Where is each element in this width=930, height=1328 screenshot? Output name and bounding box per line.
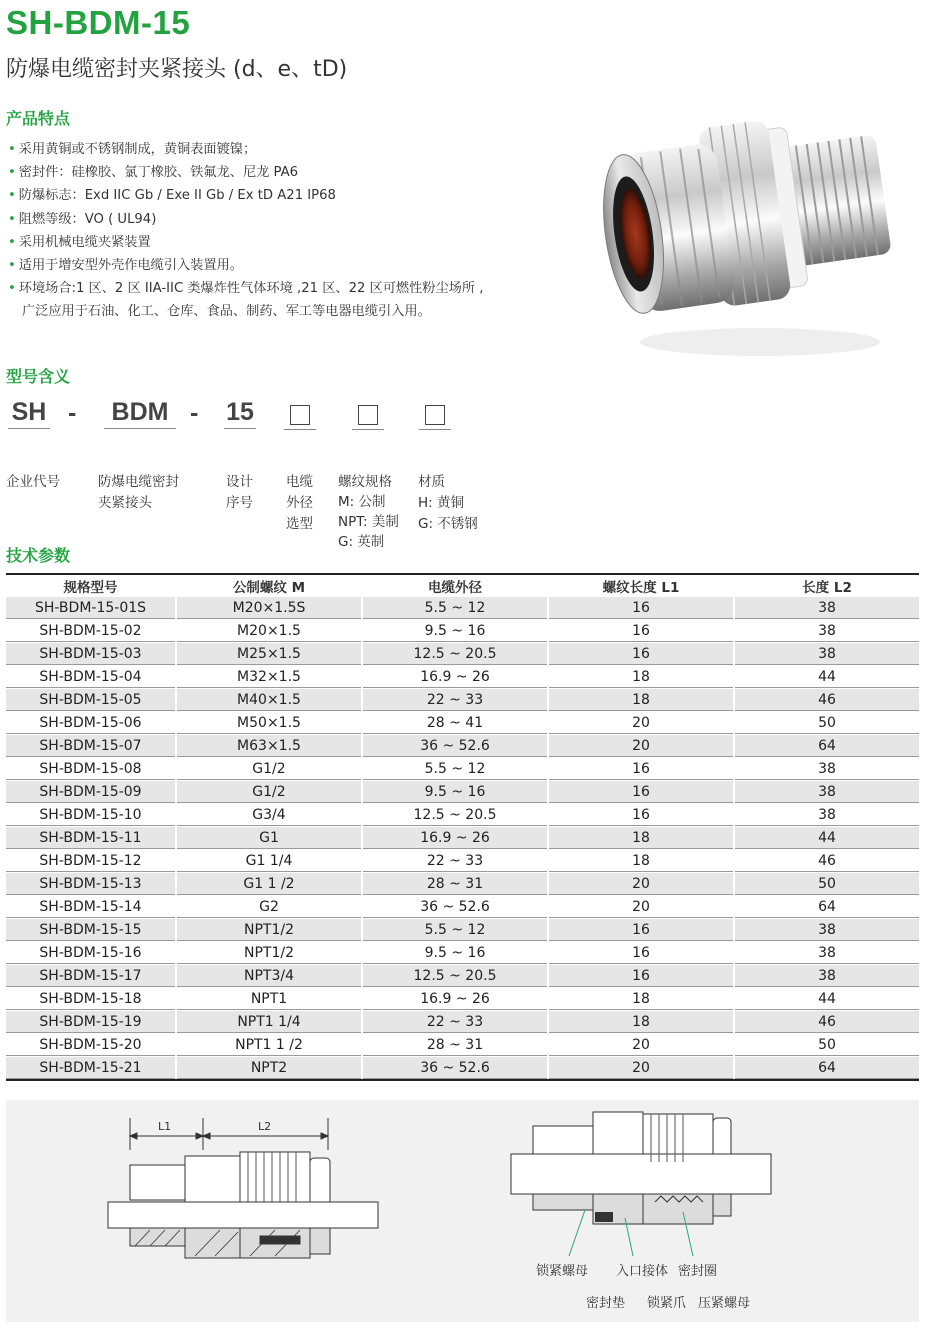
table-row	[6, 781, 919, 804]
cell-cable-od: 9.5 ~ 16	[362, 620, 548, 643]
cell-l2: 44	[734, 988, 919, 1011]
bullet-icon: •	[8, 165, 16, 181]
feature-item: • 采用黄铜或不锈钢制成，黄铜表面镀镍；	[8, 142, 257, 157]
tech-heading: 技术参数	[6, 546, 71, 565]
cell-model: SH-BDM-15-15	[6, 919, 176, 942]
table-row	[6, 850, 919, 873]
code-underline	[284, 428, 316, 430]
cell-l2: 46	[734, 850, 919, 873]
cell-l1: 16	[548, 643, 734, 666]
cell-cable-od: 9.5 ~ 16	[362, 781, 548, 804]
table-row	[6, 735, 919, 758]
table-row	[6, 827, 919, 850]
cell-thread: G1 1 /2	[176, 873, 362, 896]
bullet-icon: •	[8, 142, 16, 157]
cell-model: SH-BDM-15-03	[6, 643, 176, 666]
feature-item: • 采用机械电缆夹紧装置	[8, 234, 151, 250]
bullet-icon: •	[8, 234, 16, 250]
dim-label-l2: L2	[258, 1120, 272, 1133]
col-header-model: 规格型号	[6, 574, 176, 597]
bullet-icon: •	[8, 188, 16, 204]
cell-l2: 44	[734, 827, 919, 850]
cell-model: SH-BDM-15-07	[6, 735, 176, 758]
cell-cable-od: 28 ~ 31	[362, 873, 548, 896]
cell-thread: NPT1/2	[176, 942, 362, 965]
feature-item: • 环境场合:1 区、2 区 IIA-IIC 类爆炸性气体环境 ,21 区、22 区可燃性粉尘场所 , 广泛应用于石油、化工、仓库、食品、制药、军工等电器电缆引入用。	[8, 277, 568, 323]
cell-model: SH-BDM-15-21	[6, 1057, 176, 1081]
code-part-sh: SH	[8, 398, 50, 429]
table-row	[6, 942, 919, 965]
cell-cable-od: 16.9 ~ 26	[362, 666, 548, 689]
cell-l1: 20	[548, 1057, 734, 1081]
spec-table	[6, 573, 919, 1081]
table-row	[6, 643, 919, 666]
product-subtitle: 防爆电缆密封夹紧接头 (d、e、tD)	[6, 57, 348, 82]
cell-l1: 16	[548, 965, 734, 988]
cell-model: SH-BDM-15-02	[6, 620, 176, 643]
table-row	[6, 873, 919, 896]
cell-model: SH-BDM-15-09	[6, 781, 176, 804]
cell-model: SH-BDM-15-18	[6, 988, 176, 1011]
cell-model: SH-BDM-15-05	[6, 689, 176, 712]
dimension-drawing	[100, 1110, 390, 1290]
cell-thread: M32×1.5	[176, 666, 362, 689]
cell-l2: 64	[734, 735, 919, 758]
cell-l1: 20	[548, 873, 734, 896]
cell-thread: M50×1.5	[176, 712, 362, 735]
cell-thread: G1/2	[176, 781, 362, 804]
cell-l2: 38	[734, 919, 919, 942]
cell-thread: M25×1.5	[176, 643, 362, 666]
cell-l1: 18	[548, 827, 734, 850]
feature-item: • 密封件：硅橡胶、氯丁橡胶、铁氟龙、尼龙 PA6	[8, 165, 299, 181]
cell-l1: 16	[548, 919, 734, 942]
cell-l1: 16	[548, 804, 734, 827]
cell-cable-od: 36 ~ 52.6	[362, 896, 548, 919]
features-list	[8, 138, 568, 324]
cell-l1: 18	[548, 850, 734, 873]
callout-seal-ring: 密封圈	[678, 1264, 718, 1279]
callout-lock-nut: 锁紧螺母	[536, 1264, 589, 1279]
cell-model: SH-BDM-15-20	[6, 1034, 176, 1057]
cell-l1: 16	[548, 597, 734, 620]
table-row	[6, 919, 919, 942]
cell-l1: 16	[548, 942, 734, 965]
callout-claw: 锁紧爪	[647, 1296, 687, 1311]
callout-gasket: 密封垫	[586, 1296, 626, 1311]
table-row	[6, 804, 919, 827]
table-header-row	[6, 574, 919, 597]
cell-thread: NPT1	[176, 988, 362, 1011]
table-row	[6, 965, 919, 988]
code-dash: -	[68, 399, 77, 427]
cell-model: SH-BDM-15-11	[6, 827, 176, 850]
cell-model: SH-BDM-15-06	[6, 712, 176, 735]
cell-l1: 16	[548, 758, 734, 781]
cell-cable-od: 5.5 ~ 12	[362, 919, 548, 942]
feature-item: • 阻燃等级：VO ( UL94)	[8, 211, 157, 227]
col-header-cable-od: 电缆外径	[362, 574, 548, 597]
code-desc-enterprise: 企业代号	[6, 474, 60, 490]
cell-model: SH-BDM-15-14	[6, 896, 176, 919]
cell-model: SH-BDM-15-19	[6, 1011, 176, 1034]
cell-l2: 46	[734, 1011, 919, 1034]
cell-thread: M20×1.5	[176, 620, 362, 643]
code-box-thread	[358, 405, 378, 425]
cell-l2: 64	[734, 896, 919, 919]
table-row	[6, 758, 919, 781]
cell-thread: NPT1 1 /2	[176, 1034, 362, 1057]
bullet-icon: •	[8, 258, 16, 274]
cell-l2: 38	[734, 597, 919, 620]
cell-l1: 16	[548, 620, 734, 643]
cell-thread: G1/2	[176, 758, 362, 781]
cell-l1: 20	[548, 712, 734, 735]
table-row	[6, 988, 919, 1011]
cell-thread: G1	[176, 827, 362, 850]
cell-cable-od: 5.5 ~ 12	[362, 597, 548, 620]
dim-label-l1: L1	[158, 1120, 172, 1133]
callout-press-nut: 压紧螺母	[698, 1296, 751, 1311]
cell-thread: G2	[176, 896, 362, 919]
cell-thread: M63×1.5	[176, 735, 362, 758]
cell-model: SH-BDM-15-13	[6, 873, 176, 896]
cell-l2: 38	[734, 942, 919, 965]
table-row	[6, 896, 919, 919]
cell-l2: 50	[734, 712, 919, 735]
table-row	[6, 1011, 919, 1034]
cell-thread: G3/4	[176, 804, 362, 827]
code-desc-design: 设计 序号	[226, 474, 253, 511]
cell-l2: 50	[734, 873, 919, 896]
table-row	[6, 1057, 919, 1081]
bullet-icon: •	[8, 281, 16, 297]
col-header-thread: 公制螺纹 M	[176, 574, 362, 597]
spec-table-body	[6, 597, 919, 1080]
code-desc-material: 材质 H: 黄铜 G: 不锈钢	[418, 474, 478, 532]
cell-cable-od: 12.5 ~ 20.5	[362, 804, 548, 827]
cell-l2: 38	[734, 804, 919, 827]
code-desc-cable: 电缆 外径 选型	[286, 474, 313, 532]
cell-model: SH-BDM-15-08	[6, 758, 176, 781]
cell-thread: M40×1.5	[176, 689, 362, 712]
cell-l1: 20	[548, 735, 734, 758]
code-underline	[352, 428, 384, 430]
cell-l2: 50	[734, 1034, 919, 1057]
table-row	[6, 620, 919, 643]
features-heading: 产品特点	[6, 109, 71, 128]
table-row	[6, 689, 919, 712]
cell-model: SH-BDM-15-01S	[6, 597, 176, 620]
col-header-l2: 长度 L2	[734, 574, 919, 597]
section-drawing	[505, 1108, 775, 1268]
cell-cable-od: 22 ~ 33	[362, 689, 548, 712]
code-desc-thread: 螺纹规格 M: 公制 NPT: 美制 G: 英制	[338, 474, 399, 550]
cell-l2: 38	[734, 758, 919, 781]
cell-cable-od: 28 ~ 31	[362, 1034, 548, 1057]
code-box-cable	[290, 405, 310, 425]
cell-model: SH-BDM-15-16	[6, 942, 176, 965]
cell-l2: 38	[734, 620, 919, 643]
feature-item: • 防爆标志：Exd IIC Gb / Exe II Gb / Ex tD A21 IP68	[8, 188, 336, 204]
cell-l1: 20	[548, 896, 734, 919]
code-desc-product: 防爆电缆密封 夹紧接头	[98, 474, 179, 511]
bullet-icon: •	[8, 211, 16, 227]
cell-cable-od: 36 ~ 52.6	[362, 1057, 548, 1081]
cell-cable-od: 16.9 ~ 26	[362, 988, 548, 1011]
cell-cable-od: 28 ~ 41	[362, 712, 548, 735]
cell-l1: 18	[548, 666, 734, 689]
cell-cable-od: 9.5 ~ 16	[362, 942, 548, 965]
product-photo	[590, 92, 920, 372]
cell-model: SH-BDM-15-10	[6, 804, 176, 827]
callout-entry-body: 入口接体	[616, 1264, 669, 1279]
cell-thread: NPT1/2	[176, 919, 362, 942]
cell-cable-od: 12.5 ~ 20.5	[362, 643, 548, 666]
cell-cable-od: 36 ~ 52.6	[362, 735, 548, 758]
table-row	[6, 597, 919, 620]
cell-thread: NPT1 1/4	[176, 1011, 362, 1034]
cell-thread: M20×1.5S	[176, 597, 362, 620]
col-header-l1: 螺纹长度 L1	[548, 574, 734, 597]
cell-model: SH-BDM-15-17	[6, 965, 176, 988]
code-underline	[419, 428, 451, 430]
cell-l2: 46	[734, 689, 919, 712]
cell-l1: 16	[548, 781, 734, 804]
cell-l2: 38	[734, 781, 919, 804]
cell-cable-od: 22 ~ 33	[362, 850, 548, 873]
feature-continuation: 广泛应用于石油、化工、仓库、食品、制药、军工等电器电缆引入用。	[22, 304, 431, 320]
feature-item: • 适用于增安型外壳作电缆引入装置用。	[8, 258, 243, 274]
cell-l1: 18	[548, 689, 734, 712]
code-part-bdm: BDM	[104, 398, 176, 429]
cell-model: SH-BDM-15-04	[6, 666, 176, 689]
cell-l2: 38	[734, 643, 919, 666]
cell-thread: G1 1/4	[176, 850, 362, 873]
cell-l1: 20	[548, 1034, 734, 1057]
code-dash: -	[190, 399, 199, 427]
code-part-15: 15	[224, 398, 256, 429]
cell-thread: NPT2	[176, 1057, 362, 1081]
cell-l1: 18	[548, 1011, 734, 1034]
cell-model: SH-BDM-15-12	[6, 850, 176, 873]
model-code-heading: 型号含义	[6, 367, 71, 386]
cell-cable-od: 5.5 ~ 12	[362, 758, 548, 781]
cell-cable-od: 16.9 ~ 26	[362, 827, 548, 850]
cell-cable-od: 12.5 ~ 20.5	[362, 965, 548, 988]
product-title: SH-BDM-15	[6, 4, 191, 41]
table-row	[6, 1034, 919, 1057]
table-row	[6, 712, 919, 735]
cell-thread: NPT3/4	[176, 965, 362, 988]
cell-l1: 18	[548, 988, 734, 1011]
cell-l2: 44	[734, 666, 919, 689]
cell-l2: 38	[734, 965, 919, 988]
table-row	[6, 666, 919, 689]
code-box-material	[425, 405, 445, 425]
cell-l2: 64	[734, 1057, 919, 1081]
cell-cable-od: 22 ~ 33	[362, 1011, 548, 1034]
